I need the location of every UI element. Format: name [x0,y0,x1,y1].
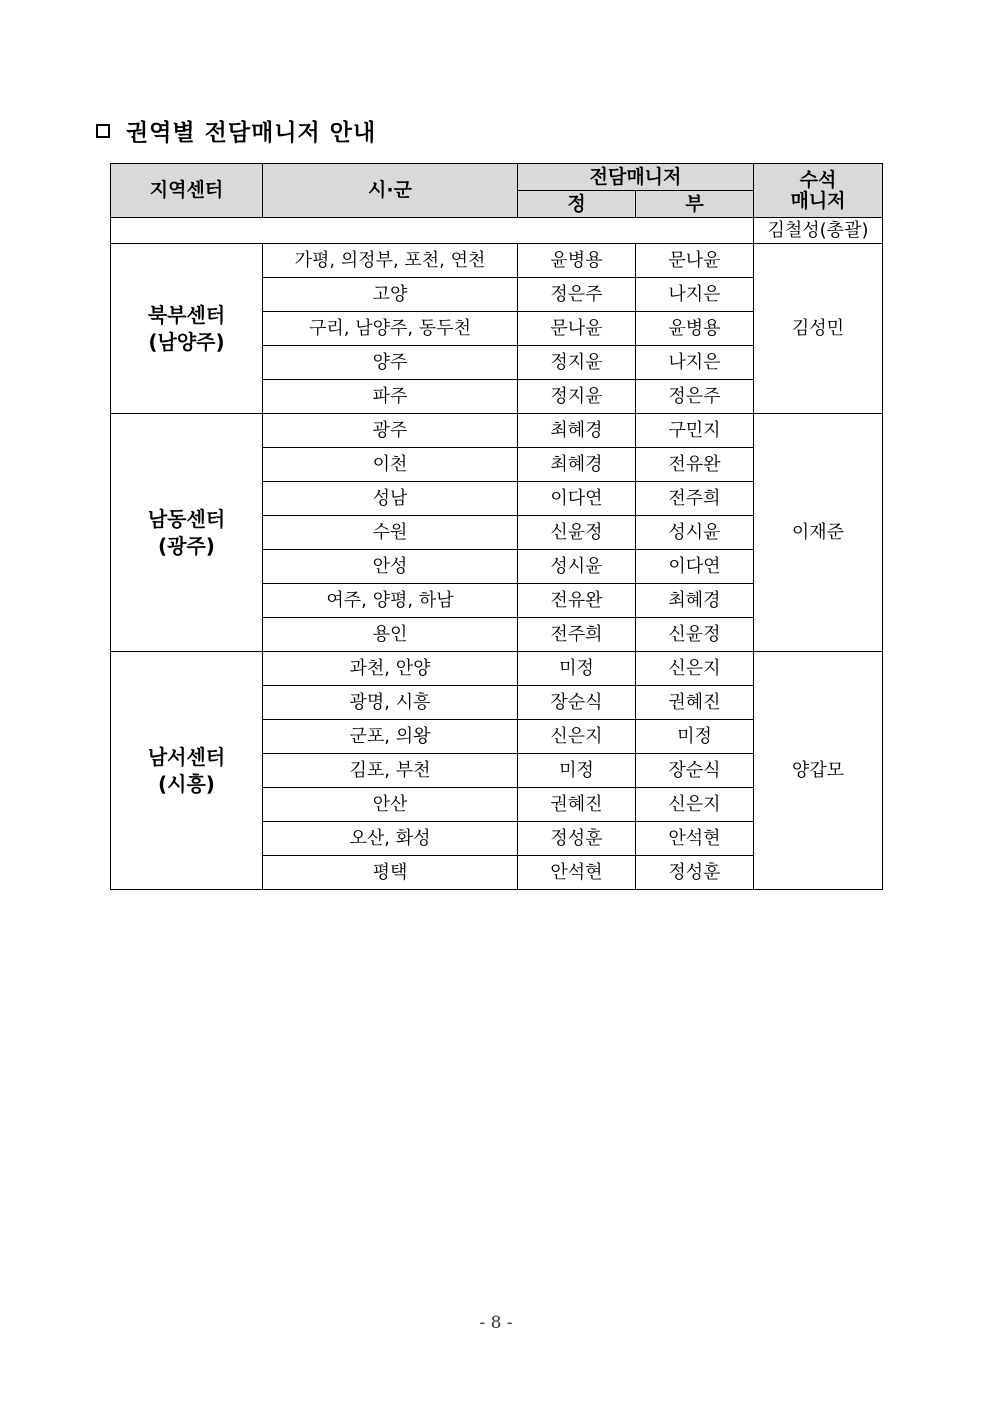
city-cell: 안성 [263,550,518,584]
primary-manager-cell: 정성훈 [518,822,636,856]
region-name: 남서센터 [147,744,226,769]
secondary-manager-cell: 나지은 [636,278,754,312]
manager-table [110,163,883,890]
header-chief-line1: 수석 [799,168,837,191]
section-title [96,114,376,147]
city-cell: 용인 [263,618,518,652]
city-cell: 이천 [263,448,518,482]
city-cell: 안산 [263,788,518,822]
header-city: 시·군 [263,164,518,218]
secondary-manager-cell: 문나윤 [636,244,754,278]
secondary-manager-cell: 전주희 [636,482,754,516]
header-secondary: 부 [636,191,754,218]
secondary-manager-cell: 성시윤 [636,516,754,550]
city-cell: 광주 [263,414,518,448]
primary-manager-cell: 전주희 [518,618,636,652]
city-cell: 김포, 부천 [263,754,518,788]
primary-manager-cell: 미정 [518,754,636,788]
city-cell: 가평, 의정부, 포천, 연천 [263,244,518,278]
primary-manager-cell: 윤병용 [518,244,636,278]
section-title-text: 권역별 전담매니저 안내 [126,120,377,146]
secondary-manager-cell: 신은지 [636,652,754,686]
primary-manager-cell: 전유완 [518,584,636,618]
primary-manager-cell: 장순식 [518,686,636,720]
primary-manager-cell: 신은지 [518,720,636,754]
region-location: (시흥) [158,771,215,796]
primary-manager-cell: 안석현 [518,856,636,890]
secondary-manager-cell: 신은지 [636,788,754,822]
secondary-manager-cell: 정은주 [636,380,754,414]
region-name: 남동센터 [147,506,226,531]
region-location: (광주) [158,533,215,558]
secondary-manager-cell: 최혜경 [636,584,754,618]
header-chief [754,164,883,218]
secondary-manager-cell: 구민지 [636,414,754,448]
primary-manager-cell: 최혜경 [518,448,636,482]
city-cell: 성남 [263,482,518,516]
primary-manager-cell: 정지윤 [518,380,636,414]
city-cell: 양주 [263,346,518,380]
city-cell: 광명, 시흥 [263,686,518,720]
chief-manager-cell: 양갑모 [754,652,883,890]
primary-manager-cell: 정지윤 [518,346,636,380]
table-row [111,652,883,686]
city-cell: 파주 [263,380,518,414]
city-cell: 수원 [263,516,518,550]
region-location: (남양주) [148,329,225,354]
primary-manager-cell: 최혜경 [518,414,636,448]
city-cell: 군포, 의왕 [263,720,518,754]
header-primary: 정 [518,191,636,218]
total-chief: 김철성(총괄) [754,218,883,244]
secondary-manager-cell: 장순식 [636,754,754,788]
chief-manager-cell: 김성민 [754,244,883,414]
primary-manager-cell: 이다연 [518,482,636,516]
checkbox-square-icon [96,124,110,138]
region-cell [111,414,263,652]
table-row [111,244,883,278]
blank-cell [111,218,754,244]
city-cell: 오산, 화성 [263,822,518,856]
secondary-manager-cell: 이다연 [636,550,754,584]
secondary-manager-cell: 권혜진 [636,686,754,720]
primary-manager-cell: 권혜진 [518,788,636,822]
primary-manager-cell: 신윤정 [518,516,636,550]
secondary-manager-cell: 나지은 [636,346,754,380]
region-name: 북부센터 [147,302,226,327]
secondary-manager-cell: 안석현 [636,822,754,856]
secondary-manager-cell: 정성훈 [636,856,754,890]
primary-manager-cell: 미정 [518,652,636,686]
primary-manager-cell: 성시윤 [518,550,636,584]
secondary-manager-cell: 전유완 [636,448,754,482]
city-cell: 과천, 안양 [263,652,518,686]
table-row [111,414,883,448]
secondary-manager-cell: 윤병용 [636,312,754,346]
chief-manager-cell: 이재준 [754,414,883,652]
primary-manager-cell: 문나윤 [518,312,636,346]
region-cell [111,652,263,890]
city-cell: 고양 [263,278,518,312]
region-cell [111,244,263,414]
secondary-manager-cell: 미정 [636,720,754,754]
header-region: 지역센터 [111,164,263,218]
city-cell: 여주, 양평, 하남 [263,584,518,618]
page-number: - 8 - [479,1313,513,1333]
city-cell: 평택 [263,856,518,890]
header-manager: 전담매니저 [518,164,754,191]
header-chief-line2: 매니저 [790,189,846,212]
city-cell: 구리, 남양주, 동두천 [263,312,518,346]
primary-manager-cell: 정은주 [518,278,636,312]
secondary-manager-cell: 신윤정 [636,618,754,652]
